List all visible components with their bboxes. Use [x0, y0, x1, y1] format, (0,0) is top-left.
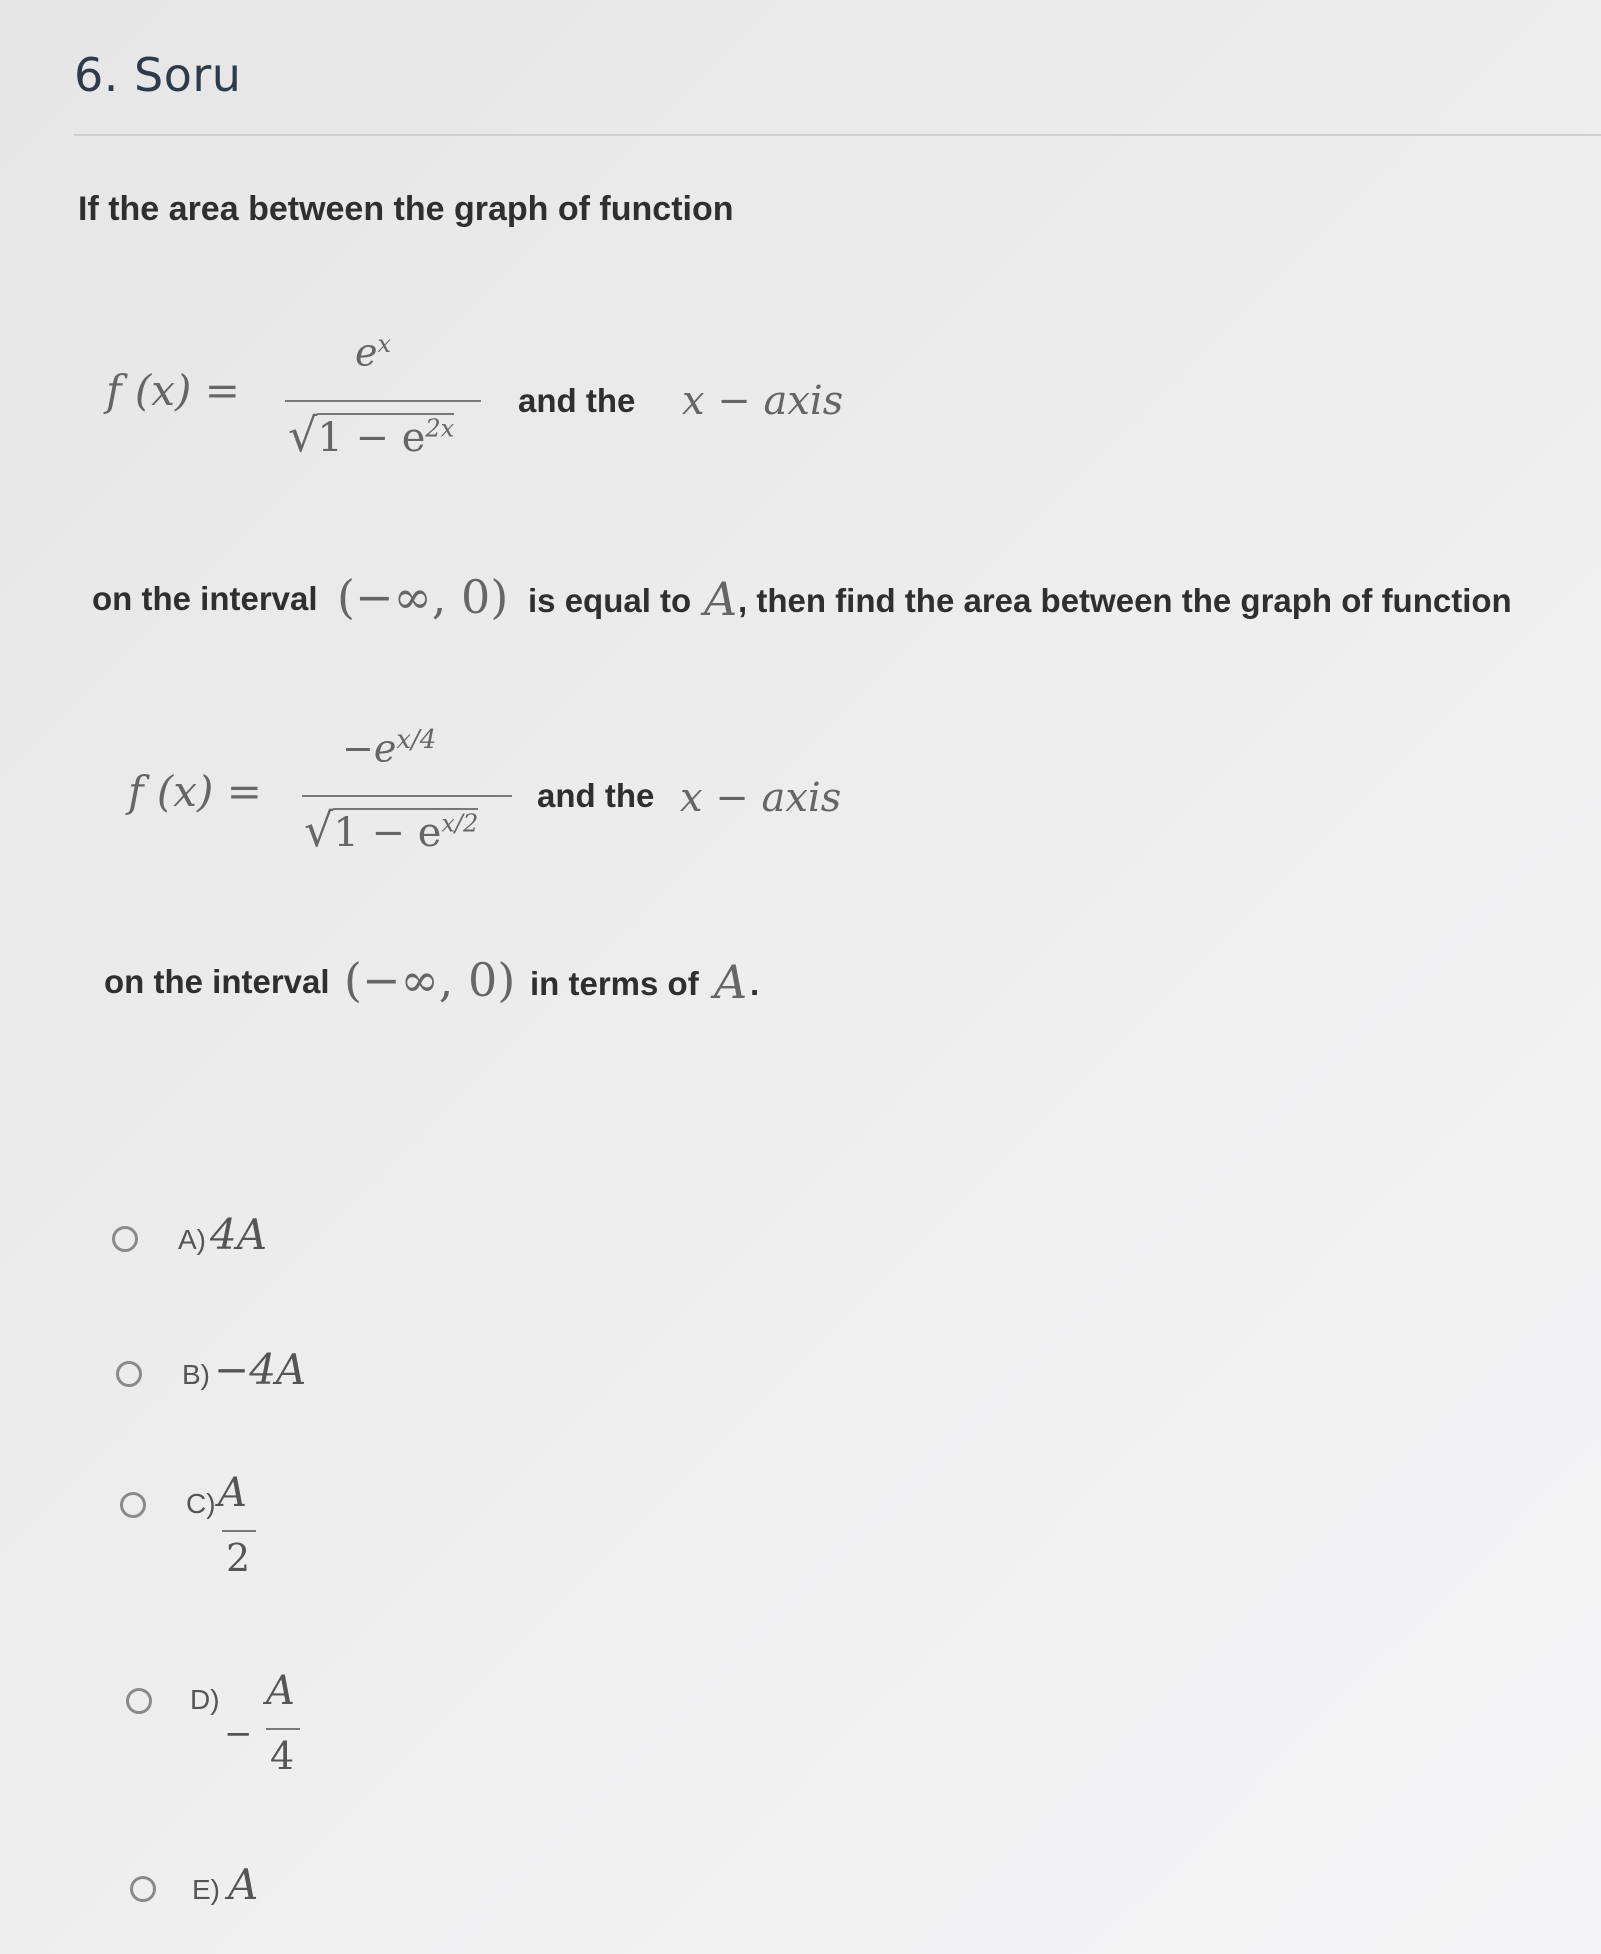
- symbol-a-2: A: [714, 955, 748, 1009]
- then-text: , then find the area between the graph of function: [738, 582, 1512, 619]
- option-c-radio[interactable]: [120, 1492, 146, 1518]
- interval-2: (−∞, 0): [344, 953, 516, 1007]
- option-b-value: −4A: [214, 1345, 307, 1394]
- symbol-a-1: A: [704, 572, 738, 626]
- formula-2: [124, 725, 924, 875]
- and-the-1: and the: [518, 382, 636, 419]
- formula-2-lhs: f (x) =: [128, 767, 262, 816]
- option-a-radio[interactable]: [112, 1226, 138, 1252]
- x-axis-2: x − axis: [680, 775, 842, 821]
- formula-1-numerator: $e^x$: [355, 330, 392, 375]
- option-a-value: 4A: [210, 1210, 268, 1259]
- formula-2-numerator: $-e^{x/4}$: [342, 725, 437, 771]
- is-equal-to: is equal to: [528, 582, 692, 619]
- formula-2-fraction-bar: [302, 795, 512, 797]
- question-title: 6. Soru: [74, 48, 242, 102]
- divider: [74, 134, 1601, 136]
- formula-2-denominator: $√1 - e^{x/2}$: [304, 803, 479, 857]
- option-d-radio[interactable]: [126, 1688, 152, 1714]
- formula-1-denominator: $√1 - e^{2x}$: [288, 408, 455, 462]
- option-e-label: E): [192, 1874, 220, 1905]
- interval-prefix-2: on the interval: [104, 963, 330, 1000]
- option-c-label: C): [186, 1488, 216, 1519]
- option-e-value: A: [228, 1860, 259, 1909]
- option-d-sign: −: [224, 1714, 253, 1754]
- and-the-2: and the: [537, 777, 655, 814]
- option-d-numerator: A: [266, 1668, 295, 1714]
- formula-1: [100, 330, 900, 480]
- option-b-label: B): [182, 1359, 210, 1390]
- formula-1-fraction-bar: [285, 400, 481, 402]
- interval-1: (−∞, 0): [337, 570, 509, 624]
- option-a[interactable]: [110, 1210, 510, 1270]
- in-terms-of: in terms of: [530, 965, 699, 1002]
- option-a-label: A): [178, 1224, 206, 1255]
- option-e-radio[interactable]: [130, 1876, 156, 1902]
- option-c-numerator: A: [218, 1470, 247, 1516]
- x-axis-1: x − axis: [682, 378, 844, 424]
- option-d-denominator: 4: [270, 1734, 295, 1778]
- option-b[interactable]: [114, 1345, 514, 1405]
- interval-line-1: [92, 570, 1592, 640]
- option-d-label: D): [190, 1684, 220, 1715]
- option-d-fraction-bar: [266, 1728, 300, 1730]
- option-d[interactable]: [124, 1668, 524, 1798]
- option-b-radio[interactable]: [116, 1361, 142, 1387]
- option-c[interactable]: [118, 1470, 518, 1590]
- question-intro: If the area between the graph of function: [78, 190, 734, 228]
- formula-1-lhs: f (x) =: [106, 366, 240, 415]
- interval-prefix-1: on the interval: [92, 580, 318, 617]
- interval-line-2: [104, 953, 904, 1023]
- option-c-fraction-bar: [222, 1530, 256, 1532]
- option-e[interactable]: [128, 1860, 528, 1920]
- period: .: [750, 965, 760, 1002]
- option-c-denominator: 2: [226, 1536, 251, 1580]
